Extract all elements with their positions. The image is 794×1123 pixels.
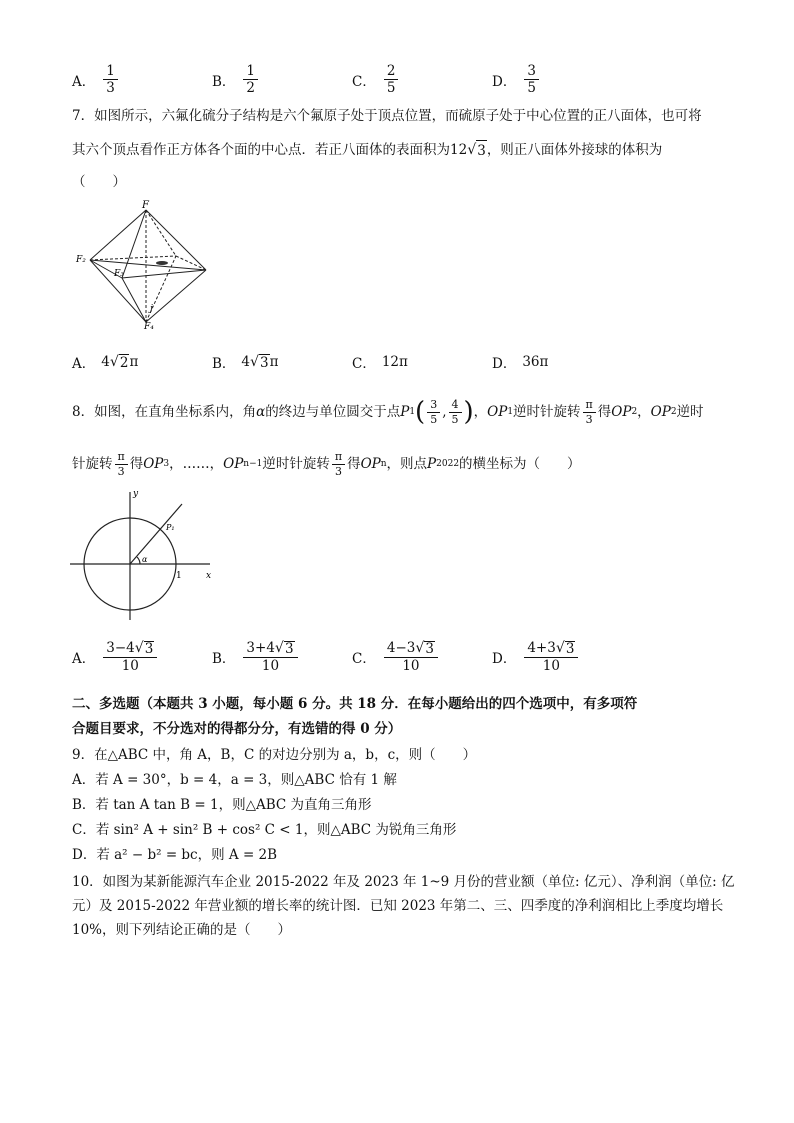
q8-text: 得 <box>347 456 361 472</box>
numerator: 3 <box>427 399 440 413</box>
subscript: n <box>380 459 387 469</box>
option-label: B． <box>212 651 236 668</box>
q9-option-b: B．若 tan A tan B = 1，则△ABC 为直角三角形 <box>72 797 372 813</box>
q8-option-b <box>212 641 300 673</box>
numerator: π <box>583 399 596 413</box>
section-2-heading-line-2: 合题目要求，不分选对的得都分分，有选错的得 0 分） <box>72 721 402 737</box>
vector-op: OP <box>487 404 508 420</box>
q7-value: 12 <box>450 142 468 158</box>
option-label: C． <box>352 651 376 668</box>
q8-text: 逆时针旋转 <box>262 456 330 472</box>
q6-option-d <box>492 64 541 95</box>
axis-label-y: y <box>133 489 139 499</box>
denominator: 10 <box>261 658 280 675</box>
label-alpha: α <box>142 555 148 564</box>
q9-option-d: D．若 a² − b² = bc，则 A = 2B <box>72 847 278 863</box>
numerator: 4−3 √ 3 <box>384 641 438 658</box>
denominator: 5 <box>451 412 459 426</box>
q10-line-2: 元）及 2015-2022 年营业额的增长率的统计图．已知 2023 年第二、三、四季度的净利润相比上季度均增长 <box>72 898 724 914</box>
radicand: 3 <box>260 354 269 371</box>
q8-option-a <box>72 641 159 673</box>
q7-option-a <box>72 352 138 372</box>
coefficient: 4 <box>101 354 110 370</box>
denominator: 3 <box>585 412 593 426</box>
option-label: A． <box>72 651 96 668</box>
q9-option-a: A．若 A = 30°，b = 4，a = 3，则△ABC 恰有 1 解 <box>72 772 397 788</box>
q7-answer-paren: （ ） <box>72 174 126 190</box>
alpha: α <box>256 404 266 420</box>
fraction <box>384 64 399 95</box>
q8-text: ，则点 <box>386 456 428 472</box>
sqrt: √ 3 <box>467 142 486 159</box>
numerator: 1 <box>243 64 258 80</box>
fraction <box>332 451 345 477</box>
denominator: 10 <box>542 658 560 675</box>
numerator: π <box>332 451 345 465</box>
q8-text: ，……， <box>169 456 224 472</box>
option-value: 36π <box>522 354 549 370</box>
option-label: D． <box>492 73 517 90</box>
denominator: 3 <box>106 80 115 97</box>
q8-text: 的横坐标为（ ） <box>459 456 581 472</box>
option-label: C． <box>352 356 376 372</box>
fraction <box>524 64 539 95</box>
vector-op: OP <box>650 404 671 420</box>
q8-text: 针旋转 <box>72 456 113 472</box>
numerator: π <box>115 451 128 465</box>
radicand: 3 <box>476 140 487 161</box>
label-f3: F₃ <box>114 269 124 279</box>
q7-line-2 <box>72 140 662 161</box>
q8-text: 得 <box>129 456 144 472</box>
option-value: 12π <box>381 354 408 370</box>
q7-option-d <box>492 352 548 372</box>
denominator: 2 <box>246 80 256 97</box>
fraction <box>449 399 462 425</box>
paren-left: ( <box>415 397 426 427</box>
numerator: 4 <box>449 399 462 413</box>
q8-text: 得 <box>597 404 612 420</box>
point-p: P <box>400 404 410 420</box>
numerator: 3+4 √ 3 <box>243 641 297 658</box>
radicand: 2 <box>119 354 129 371</box>
vector-op: OP <box>143 456 164 472</box>
denominator: 5 <box>527 80 536 97</box>
denominator: 10 <box>121 658 139 675</box>
q7-option-b <box>212 352 279 372</box>
denominator: 3 <box>334 464 342 478</box>
sqrt: √ 2 <box>109 353 129 371</box>
q8-text: 8．如图，在直角坐标系内，角 <box>72 404 257 420</box>
subscript: 1 <box>409 407 416 417</box>
q7-text: 其六个顶点看作正方体各个面的中心点．若正八面体的表面积为 <box>72 142 450 158</box>
q6-option-b <box>212 64 260 95</box>
q8-text: 逆时 <box>676 404 704 420</box>
option-label: B． <box>212 356 236 372</box>
numerator: 1 <box>103 64 118 80</box>
octahedron-figure <box>74 198 224 330</box>
sqrt: √ 3 <box>250 353 269 371</box>
denominator: 10 <box>402 658 420 675</box>
numerator: 3−4 √ 3 <box>103 641 157 658</box>
label-j: j <box>150 304 153 314</box>
vector-op: OP <box>611 404 632 420</box>
axis-label-x: x <box>206 571 212 581</box>
option-label: B． <box>212 73 236 90</box>
option-label: A． <box>72 73 96 90</box>
option-label: D． <box>492 651 517 668</box>
label-one: 1 <box>176 571 182 581</box>
denominator: 3 <box>117 464 125 478</box>
q9-stem: 9．在△ABC 中，角 A，B，C 的对边分别为 a，b，c，则（ ） <box>72 747 477 763</box>
angle-arc <box>137 557 140 564</box>
fraction <box>103 64 118 95</box>
label-f-top: F <box>142 200 149 211</box>
vector-op: OP <box>360 456 381 472</box>
subscript: n−1 <box>243 459 263 469</box>
coefficient: 4 <box>241 354 251 370</box>
unit-circle-figure <box>70 488 220 624</box>
option-label: A． <box>72 356 96 372</box>
numerator: 2 <box>384 64 399 80</box>
subscript: 3 <box>163 459 170 469</box>
pi: π <box>269 354 279 370</box>
q7-option-c <box>352 352 408 372</box>
vector-op: OP <box>223 456 244 472</box>
fraction <box>427 399 440 425</box>
fraction <box>243 641 297 673</box>
center-atom <box>156 261 168 265</box>
subscript: 1 <box>507 407 514 417</box>
denominator: 5 <box>386 80 396 97</box>
subscript: 2 <box>631 407 638 417</box>
q6-option-c <box>352 64 400 95</box>
fraction <box>243 64 258 95</box>
subscript: 2022 <box>436 459 460 469</box>
terminal-side <box>130 504 182 564</box>
q10-line-1: 10．如图为某新能源汽车企业 2015-2022 年及 2023 年 1~9 月份的营业额（单位: 亿元）、净利润（单位: 亿 <box>72 874 735 890</box>
fraction <box>115 451 128 477</box>
fraction <box>524 641 578 673</box>
label-p1: P₁ <box>166 523 175 532</box>
q7-line-1: 7．如图所示，六氟化硫分子结构是六个氟原子处于顶点位置，而硫原子处于中心位置的正八面体，也可将 <box>72 108 702 124</box>
q8-option-c <box>352 641 440 673</box>
fraction <box>583 399 596 425</box>
option-label: C． <box>352 73 376 90</box>
fraction <box>384 641 438 673</box>
q8-line-1: 8．如图，在直角坐标系内，角 α 的终边与单位圆交于点 P 1 ( $\frac{3}{5}$ , $\frac{4}{5}$ ) ， OP 1 逆时针旋转 $\frac{\pi}{3}$ 得 OP 2 ， OP 2 逆时 <box>72 397 704 427</box>
paren-right: ) <box>463 397 474 427</box>
denominator: 5 <box>430 412 438 426</box>
option-label: D． <box>492 356 517 372</box>
q8-text: 的终边与单位圆交于点 <box>265 404 401 420</box>
section-2-heading-line-1: 二、多选题（本题共 3 小题，每小题 6 分。共 18 分．在每小题给出的四个选项中，有多项符 <box>72 696 638 712</box>
subscript: 2 <box>670 407 677 417</box>
q10-line-3: 10%，则下列结论正确的是（ ） <box>72 922 292 938</box>
fraction <box>103 641 157 673</box>
point-p: P <box>427 456 437 472</box>
label-f2: F₂ <box>76 255 86 265</box>
q7-text-end: ，则正八面体外接球的体积为 <box>486 142 663 158</box>
numerator: 3 <box>524 64 539 80</box>
q8-option-d <box>492 641 580 673</box>
pi: π <box>129 354 139 370</box>
q9-option-c: C．若 sin² A + sin² B + cos² C < 1，则△ABC 为锐角三角形 <box>72 822 457 838</box>
numerator: 4+3 √ 3 <box>524 641 578 658</box>
q8-line-2 <box>72 448 581 480</box>
q8-text: 逆时针旋转 <box>513 404 581 420</box>
label-f4: F₄ <box>144 322 154 330</box>
q6-option-a <box>72 64 120 95</box>
